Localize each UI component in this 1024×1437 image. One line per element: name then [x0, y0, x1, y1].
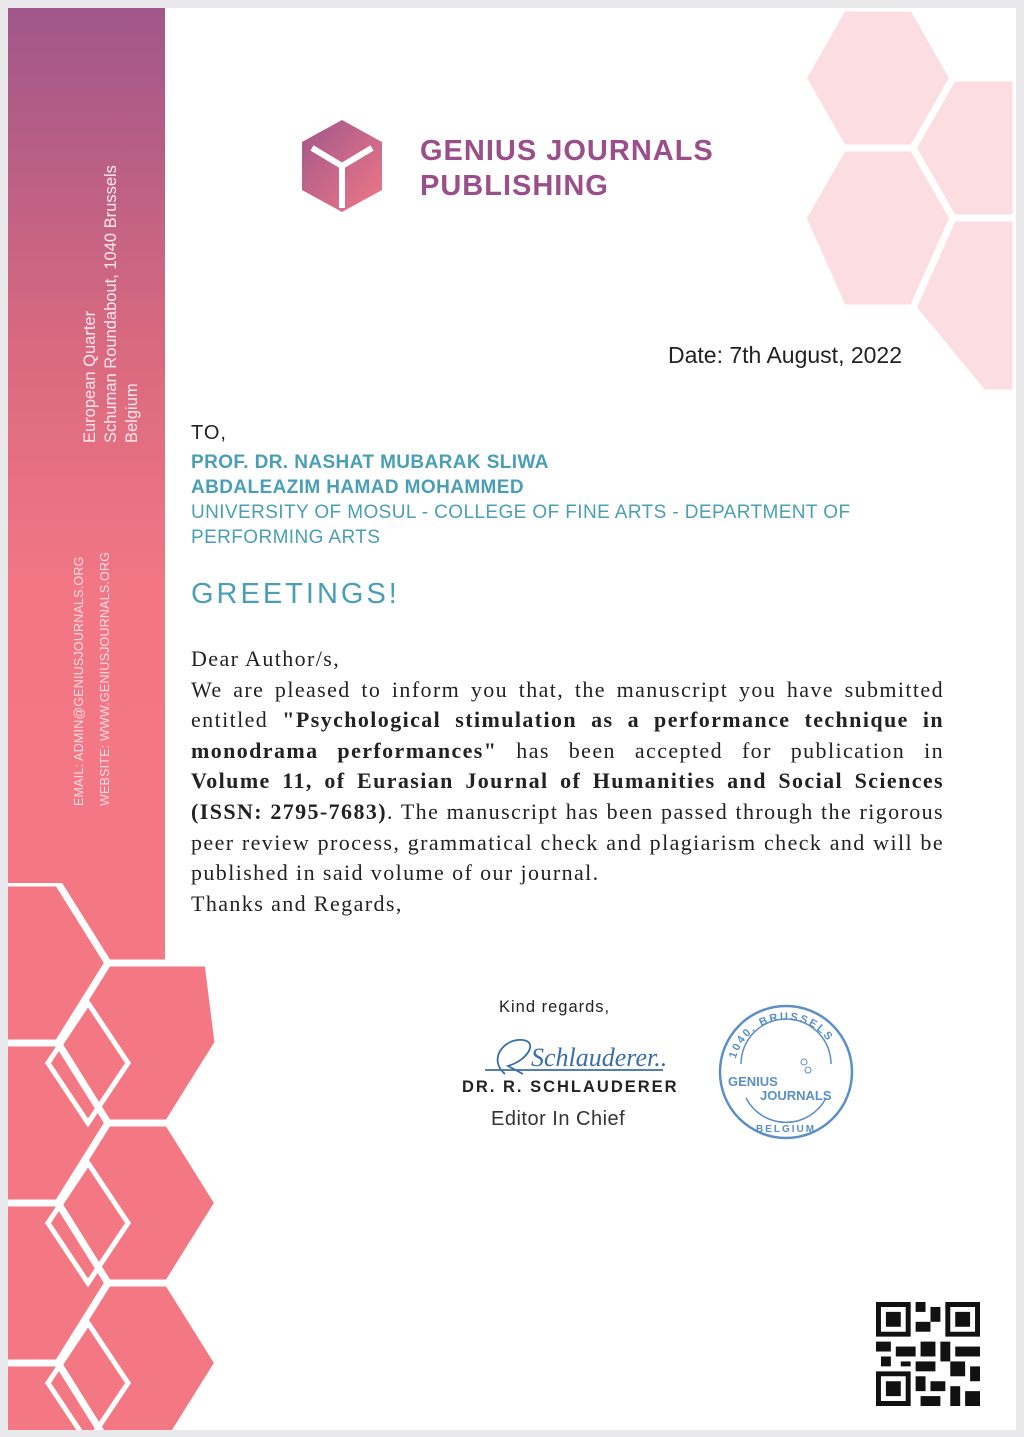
website: WEBSITE: WWW.GENIUSJOURNALS.ORG	[98, 551, 112, 806]
greeting: GREETINGS!	[191, 578, 400, 610]
letter-date: Date: 7th August, 2022	[668, 342, 903, 368]
signatory-role: Editor In Chief	[491, 1108, 626, 1130]
brand-title	[420, 134, 714, 204]
svg-text:GENIUS: GENIUS	[728, 1074, 778, 1089]
text: . The manuscript has been passed through the rigorous peer review process, grammatical check and plagiarism check and will be published in said volume of our journal.	[191, 798, 944, 886]
address-line: Belgium	[123, 383, 141, 443]
text: We are pleased to inform you that, the manuscript you have submitted entitled	[191, 676, 944, 733]
manuscript-title: "Psychological stimulation as a performance technique in monodrama performances"	[191, 707, 944, 763]
address	[80, 165, 143, 443]
svg-text:JOURNALS: JOURNALS	[760, 1088, 832, 1103]
svg-text:Schlauderer..: Schlauderer..	[531, 1043, 668, 1072]
cube-icon	[300, 118, 384, 214]
to-label: TO,	[191, 422, 227, 444]
publisher-stamp	[716, 1002, 856, 1142]
signatory-name: DR. R. SCHLAUDERER	[462, 1078, 679, 1096]
hexagon-pattern-top	[803, 8, 1016, 393]
letter-paragraph	[191, 675, 944, 889]
qr-code	[876, 1302, 980, 1406]
hexagon-pattern-bottom	[8, 883, 218, 1430]
letter-page	[8, 8, 1016, 1430]
salutation: Dear Author/s,	[191, 646, 341, 671]
letter-body	[191, 644, 944, 919]
signature-image	[483, 1030, 673, 1080]
recipient-name: ABDALEAZIM HAMAD MOHAMMED	[191, 477, 524, 498]
sidebar	[8, 8, 165, 965]
kind-regards: Kind regards,	[499, 998, 611, 1016]
address-line: Schuman Roundabout, 1040 Brussels	[102, 165, 120, 443]
recipient	[191, 450, 891, 550]
brand-line: PUBLISHING	[420, 170, 609, 202]
closing: Thanks and Regards,	[191, 890, 403, 916]
address-line: European Quarter	[81, 310, 99, 443]
svg-text:1040. BRUSSELS: 1040. BRUSSELS	[726, 1010, 836, 1061]
contact	[66, 552, 118, 806]
journal-name: Volume 11, of Eurasian Journal of Humanities and Social Sciences (ISSN: 2795-7683)	[191, 768, 944, 824]
text: has been accepted for publication in	[497, 737, 944, 763]
recipient-affiliation: UNIVERSITY OF MOSUL - COLLEGE OF FINE ARTS - DEPARTMENT OF PERFORMING ARTS	[191, 502, 851, 548]
email: EMAIL: ADMIN@GENIUSJOURNALS.ORG	[72, 556, 86, 806]
brand-line: GENIUS JOURNALS	[420, 135, 714, 167]
svg-text:BELGIUM: BELGIUM	[755, 1124, 817, 1135]
recipient-name: PROF. DR. NASHAT MUBARAK SLIWA	[191, 452, 549, 473]
